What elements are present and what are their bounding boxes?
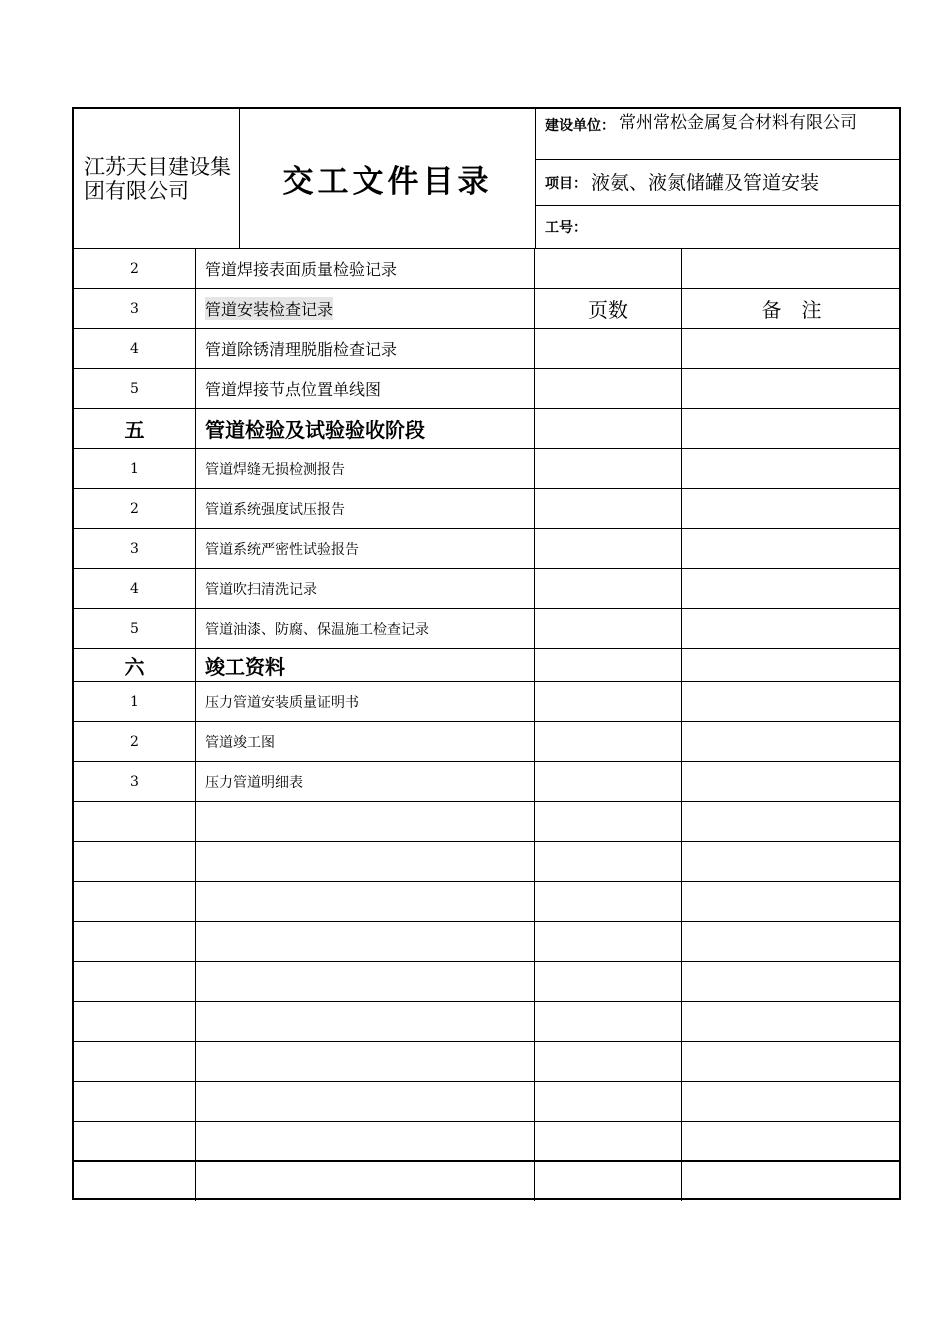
row-number-text: 1 bbox=[130, 460, 139, 477]
row-title-text: 压力管道明细表 bbox=[205, 774, 303, 791]
row-pages-text: 页数 bbox=[588, 298, 628, 322]
row-pages bbox=[535, 842, 682, 882]
row-number bbox=[74, 249, 196, 289]
row-title-text: 管道系统严密性试验报告 bbox=[205, 541, 359, 558]
row-title bbox=[196, 329, 535, 369]
row-number-text: 2 bbox=[130, 500, 139, 517]
row-title bbox=[196, 922, 535, 962]
row-pages bbox=[535, 922, 682, 962]
row-title bbox=[196, 762, 535, 802]
row-number bbox=[74, 802, 196, 842]
row-number bbox=[74, 449, 196, 489]
row-remark bbox=[682, 409, 901, 449]
row-title bbox=[196, 962, 535, 1002]
row-title bbox=[196, 249, 535, 289]
row-remark bbox=[682, 922, 901, 962]
row-remark bbox=[682, 1082, 901, 1122]
row-title-text: 管道焊接节点位置单线图 bbox=[205, 380, 382, 399]
row-pages bbox=[535, 409, 682, 449]
row-remark bbox=[682, 1162, 901, 1201]
row-number bbox=[74, 329, 196, 369]
row-number-text: 3 bbox=[130, 300, 139, 317]
row-title-text: 管道系统强度试压报告 bbox=[205, 501, 345, 518]
row-title bbox=[196, 882, 535, 922]
row-title bbox=[196, 1162, 535, 1201]
row-remark bbox=[682, 1122, 901, 1162]
row-number bbox=[74, 1042, 196, 1082]
row-remark-text: 备 注 bbox=[761, 298, 822, 322]
row-pages bbox=[535, 1042, 682, 1082]
row-title bbox=[196, 1002, 535, 1042]
row-title bbox=[196, 369, 535, 409]
row-title bbox=[196, 842, 535, 882]
row-remark bbox=[682, 842, 901, 882]
row-remark bbox=[682, 529, 901, 569]
row-title-text: 管道焊接表面质量检验记录 bbox=[205, 260, 398, 279]
row-number-text: 4 bbox=[130, 340, 139, 357]
row-pages bbox=[535, 569, 682, 609]
row-title bbox=[196, 682, 535, 722]
row-number-text: 2 bbox=[130, 733, 139, 750]
row-pages bbox=[535, 489, 682, 529]
row-number bbox=[74, 722, 196, 762]
row-pages bbox=[535, 1122, 682, 1162]
row-number bbox=[74, 1122, 196, 1162]
row-title-text: 管道检验及试验验收阶段 bbox=[205, 418, 425, 442]
row-title bbox=[196, 609, 535, 649]
row-remark bbox=[682, 289, 901, 329]
company-name-text: 江苏天目建设集团有限公司 bbox=[84, 154, 231, 203]
project-value: 液氨、液氮储罐及管道安装 bbox=[591, 171, 820, 194]
row-pages bbox=[535, 289, 682, 329]
row-number bbox=[74, 842, 196, 882]
row-number-text: 3 bbox=[130, 540, 139, 557]
row-pages bbox=[535, 1002, 682, 1042]
row-remark bbox=[682, 802, 901, 842]
row-title bbox=[196, 449, 535, 489]
row-remark bbox=[682, 762, 901, 802]
job-number-label: 工号： bbox=[545, 220, 587, 236]
row-pages bbox=[535, 882, 682, 922]
row-title bbox=[196, 569, 535, 609]
row-number bbox=[74, 1082, 196, 1122]
row-remark bbox=[682, 329, 901, 369]
row-pages bbox=[535, 449, 682, 489]
row-title bbox=[196, 409, 535, 449]
row-title-text: 管道除锈清理脱脂检查记录 bbox=[205, 340, 398, 359]
row-number bbox=[74, 609, 196, 649]
row-number-text: 2 bbox=[130, 260, 139, 277]
row-title bbox=[196, 649, 535, 682]
row-remark bbox=[682, 882, 901, 922]
row-number bbox=[74, 569, 196, 609]
row-title-text: 压力管道安装质量证明书 bbox=[205, 694, 359, 711]
row-pages bbox=[535, 609, 682, 649]
project-row bbox=[536, 160, 901, 206]
row-pages bbox=[535, 682, 682, 722]
row-title-text: 管道竣工图 bbox=[205, 734, 275, 751]
row-remark bbox=[682, 649, 901, 682]
row-pages bbox=[535, 649, 682, 682]
document-title bbox=[240, 109, 536, 249]
row-pages bbox=[535, 1162, 682, 1201]
row-remark bbox=[682, 609, 901, 649]
row-number bbox=[74, 369, 196, 409]
row-pages bbox=[535, 369, 682, 409]
row-number-text: 3 bbox=[130, 773, 139, 790]
row-title bbox=[196, 1042, 535, 1082]
row-title-text: 管道焊缝无损检测报告 bbox=[205, 461, 345, 478]
row-title bbox=[196, 489, 535, 529]
row-title bbox=[196, 1082, 535, 1122]
row-number bbox=[74, 1002, 196, 1042]
row-remark bbox=[682, 249, 901, 289]
row-pages bbox=[535, 249, 682, 289]
row-pages bbox=[535, 762, 682, 802]
row-title bbox=[196, 529, 535, 569]
row-pages bbox=[535, 962, 682, 1002]
row-remark bbox=[682, 1042, 901, 1082]
row-remark bbox=[682, 962, 901, 1002]
row-number bbox=[74, 489, 196, 529]
row-title bbox=[196, 802, 535, 842]
row-remark bbox=[682, 569, 901, 609]
row-number-text: 五 bbox=[124, 418, 145, 442]
job-number-row bbox=[536, 206, 901, 249]
row-number bbox=[74, 409, 196, 449]
row-number bbox=[74, 649, 196, 682]
row-title-text: 管道吹扫清洗记录 bbox=[205, 581, 317, 598]
row-number-text: 1 bbox=[130, 693, 139, 710]
row-pages bbox=[535, 329, 682, 369]
row-number bbox=[74, 962, 196, 1002]
row-number bbox=[74, 922, 196, 962]
row-remark bbox=[682, 489, 901, 529]
row-number-text: 5 bbox=[130, 620, 139, 637]
row-number bbox=[74, 682, 196, 722]
document-title-text: 交工文件目录 bbox=[282, 164, 493, 200]
row-number bbox=[74, 1162, 196, 1201]
client-row bbox=[536, 109, 901, 160]
row-number bbox=[74, 289, 196, 329]
row-title-text: 竣工资料 bbox=[205, 654, 285, 679]
row-number bbox=[74, 529, 196, 569]
row-title bbox=[196, 1122, 535, 1162]
row-title bbox=[196, 289, 535, 329]
row-title-text: 管道油漆、防腐、保温施工检查记录 bbox=[205, 621, 429, 638]
document-table bbox=[72, 107, 901, 1200]
row-number bbox=[74, 762, 196, 802]
client-label: 建设单位： bbox=[545, 118, 615, 134]
project-label: 项目： bbox=[545, 175, 587, 192]
row-title-text: 管道安装检查记录 bbox=[205, 297, 333, 320]
row-pages bbox=[535, 802, 682, 842]
row-title bbox=[196, 722, 535, 762]
row-pages bbox=[535, 1082, 682, 1122]
row-number bbox=[74, 882, 196, 922]
row-pages bbox=[535, 722, 682, 762]
client-value: 常州常松金属复合材料有限公司 bbox=[619, 113, 857, 133]
row-remark bbox=[682, 682, 901, 722]
row-remark bbox=[682, 722, 901, 762]
row-remark bbox=[682, 1002, 901, 1042]
row-number-text: 5 bbox=[130, 380, 139, 397]
row-pages bbox=[535, 529, 682, 569]
row-remark bbox=[682, 369, 901, 409]
row-number-text: 4 bbox=[130, 580, 139, 597]
row-number-text: 六 bbox=[124, 654, 145, 679]
row-remark bbox=[682, 449, 901, 489]
company-name bbox=[74, 109, 240, 249]
